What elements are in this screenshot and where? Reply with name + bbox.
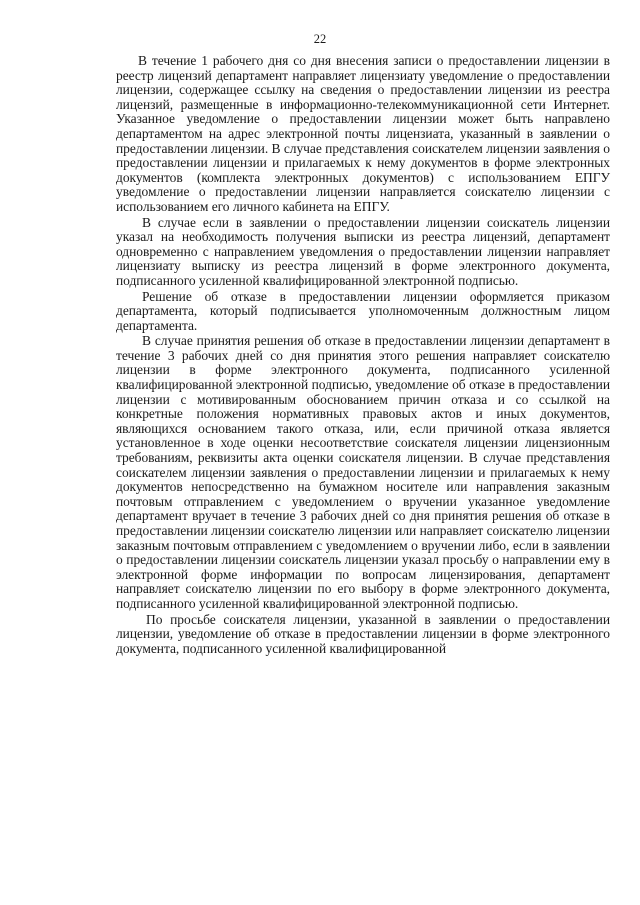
body-text [116,54,610,657]
paragraph-electronic-refusal: По просьбе соискателя лицензии, указанной в заявлении о предоставлении лицензии, уведомление об отказе в предоставлении лицензии в форме электронного документа, подписанного усиленной квалифицированной [116,611,610,656]
page-number: 22 [313,32,327,46]
paragraph-license-notification: В течение 1 рабочего дня со дня внесения записи о предоставлении лицензии в реестр лицензий департамент направляет лицензиату уведомление о предоставлении лицензии, содержащее ссылку на сведения о предоставлении лицензии из реестра лицензий, размещенные в информационно-телекоммуникационной сети Интернет. Указанное уведомление о предоставлении лицензии может быть направлено департаментом на адрес электронной почты лицензиата, указанный в заявлении о предоставлении лицензии. В случае представления соискателем лицензии заявления о предоставлении лицензии и прилагаемых к нему документов в форме электронных документов (комплекта электронных документов) с использованием ЕПГУ уведомление о предоставлении лицензии направляется соискателю лицензии с использованием его личного кабинета на ЕПГУ. [116,53,610,214]
paragraph-refusal-notification: В случае принятия решения об отказе в предоставлении лицензии департамент в течение 3 рабочих дней со дня принятия этого решения направляет соискателю лицензии в форме электронного документа, подписанного усиленной квалифицированной электронной подписью, уведомление об отказе в предоставлении лицензии с мотивированным обоснованием причин отказа и со ссылкой на конкретные положения нормативных правовых актов и иных документов, являющихся основанием такого отказа, или, если причиной отказа является установленное в ходе оценки несоответствие соискателя лицензии лицензионным требованиям, реквизиты акта оценки соискателя лицензии. В случае представления соискателем лицензии заявления о предоставлении лицензии и прилагаемых к нему документов непосредственно на бумажном носителе или направления заказным почтовым отправлением с уведомлением о вручении указанное уведомление департамент вручает в течение 3 рабочих дней со дня принятия решения об отказе в предоставлении лицензии соискателю лицензии или направляет соискателю лицензии заказным почтовым отправлением с уведомлением о вручении либо, если в заявлении о предоставлении лицензии соискатель лицензии указал просьбу о направлении ему в электронной форме информации по вопросам лицензирования, департамент направляет соискателю лицензии по его выбору в форме электронного документа, подписанного усиленной квалифицированной электронной подписью. [116,333,610,611]
paragraph-refusal-order: Решение об отказе в предоставлении лицензии оформляется приказом департамента, который подписывается уполномоченным должностным лицом департамента. [116,288,610,333]
paragraph-registry-extract: В случае если в заявлении о предоставлении лицензии соискатель лицензии указал на необходимость получения выписки из реестра лицензий, департамент одновременно с направлением уведомления о предоставлении лицензии направляет лицензиату выписку из реестра лицензий в форме электронного документа, подписанного усиленной квалифицированной электронной подписью. [116,214,610,288]
